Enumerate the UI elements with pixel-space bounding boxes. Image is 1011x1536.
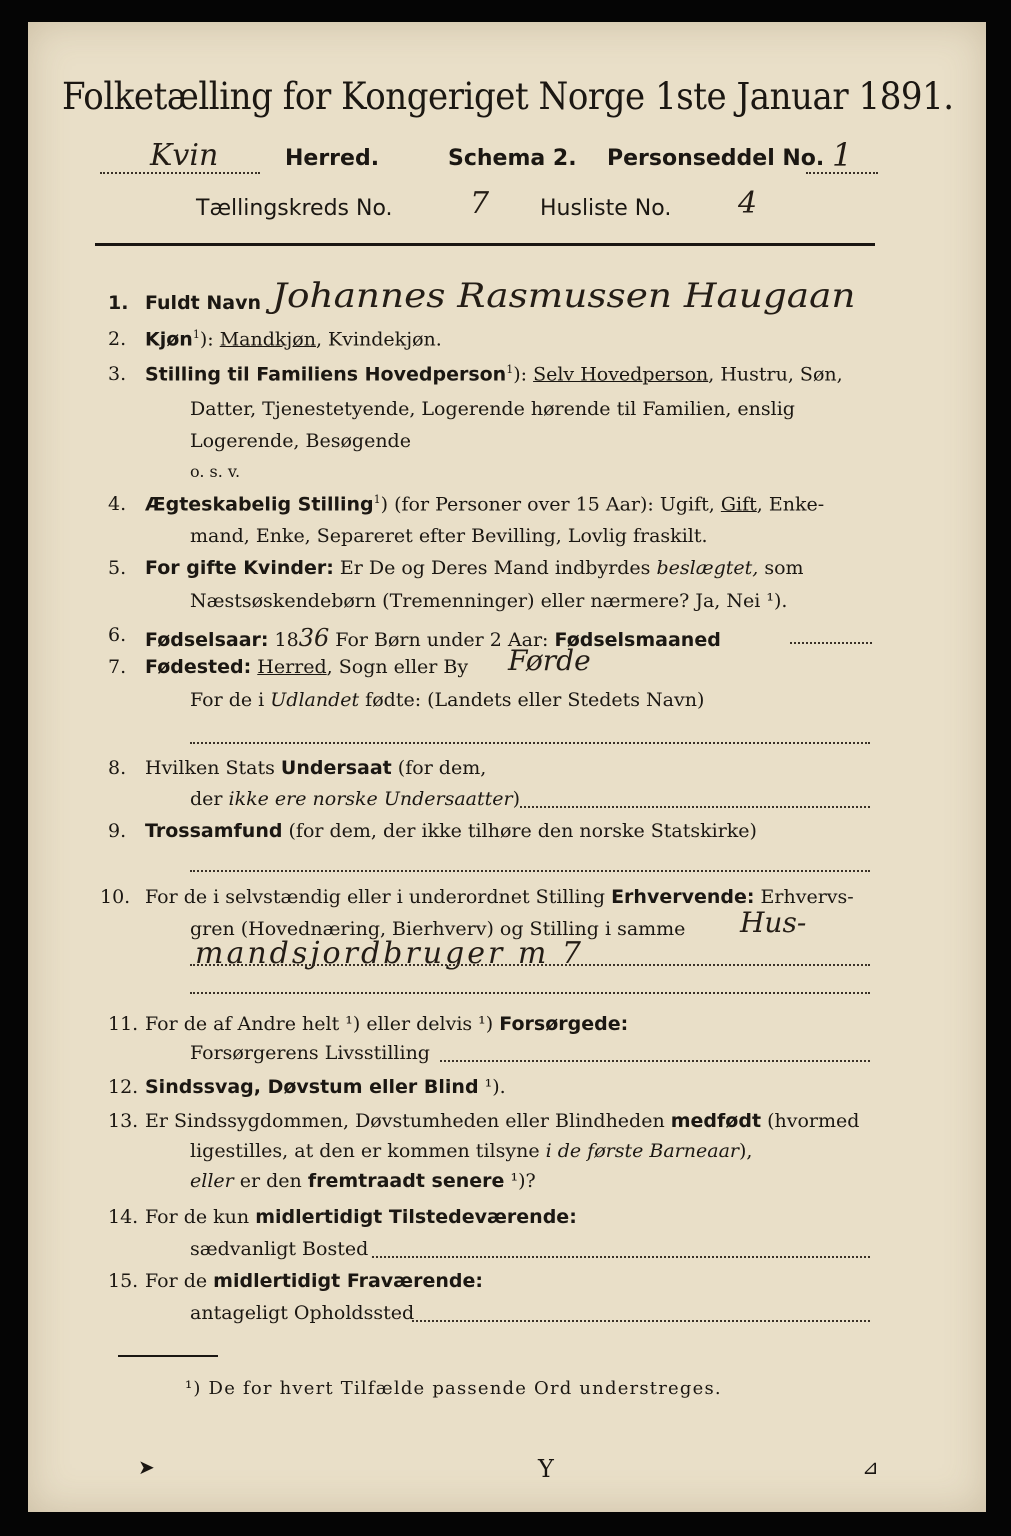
item-5-label: For gifte Kvinder: [145,557,334,579]
item-6-label2: Fødselsmaaned [554,629,721,651]
item-3-text-b: , Hustru, Søn, [708,363,843,386]
item-11-dots [440,1060,870,1062]
item-13-line3-bold: fremtraadt senere [307,1170,505,1192]
birth-year-value: 36 [298,624,330,652]
item-4-label: Ægteskabelig Stilling [145,493,374,516]
personseddel-label: Personseddel No. [607,146,825,171]
item-10-line [145,886,854,908]
item-14-label: midlertidigt Tilstedeværende: [255,1206,577,1228]
item-3-line4: o. s. v. [190,462,241,481]
item-6-text-a: 18 [268,629,299,651]
item-6-label: Fødselsaar: [145,629,269,651]
item-13-line3-a: er den [233,1170,308,1192]
item-2-line [145,328,442,350]
item-7-label: Fødested: [145,656,252,678]
herred-label: Herred. [285,146,380,171]
item-6-line [145,624,721,652]
item-8-line2 [190,788,520,810]
schema-label: Schema 2. [448,146,577,171]
item-3-text-a: ): [513,363,534,386]
header-rule [95,243,875,246]
item-2-text-a: ): [199,328,220,351]
item-11-number: 11. [108,1013,139,1035]
item-15-dots [412,1320,870,1322]
item-7-line2-italic: Udlandet [270,689,360,711]
item-8-label: Undersaat [280,757,392,779]
item-13-line2 [190,1140,752,1162]
item-5-text-a: Er De og Deres Mand indbyrdes [333,557,657,579]
item-7-line [145,656,468,678]
footnote: ¹) De for hvert Tilfælde passende Ord understreges. [185,1378,722,1399]
item-10-line2: gren (Hovednæring, Bierhverv) og Stilling i samme [190,918,686,940]
item-13-line2-a: ligestilles, at den er kommen tilsyne [190,1140,546,1162]
item-13-text-b: (hvormed [761,1110,860,1132]
item-8-line2-italic: ikke ere norske Undersaatter [228,788,513,810]
personseddel-dots [806,172,878,174]
item-9-text-b: (for dem, der ikke tilhøre den norske Statskirke) [282,820,757,842]
item-11-label: Forsørgede: [499,1013,629,1035]
item-7-line2-a: For de i [190,689,271,711]
item-3-line [145,363,843,385]
item-1-number: 1. [108,292,129,314]
item-5-italic: beslægtet, [656,557,759,579]
item-14-line [145,1206,577,1228]
item-15-label: midlertidigt Fraværende: [213,1270,483,1292]
item-4-underlined: Gift [720,493,757,516]
item-7-number: 7. [108,656,127,678]
item-13-line2-b: ), [739,1140,753,1162]
item-14-dots [372,1256,870,1258]
item-2-sup: 1 [192,328,200,341]
item-13-number: 13. [108,1110,139,1132]
item-14-line2: sædvanligt Bosted [190,1238,369,1260]
herred-value: Kvin [150,138,219,173]
item-13-line [145,1110,859,1132]
item-3-line3: Logerende, Besøgende [190,430,411,452]
item-15-line2: antageligt Opholdssted [190,1302,415,1324]
item-12-text-b: ¹). [478,1076,506,1098]
item-8-text-a: Hvilken Stats [145,757,281,779]
item-12-line [145,1076,506,1098]
item-4-text-a: ) (for Personer over 15 Aar): Ugift, [380,493,721,516]
occupation-value-2: mandsjordbruger m 7 [195,936,584,971]
item-5-text-b: som [758,557,804,579]
item-4-sup: 1 [373,493,381,506]
item-2-text-b: , Kvindekjøn. [315,328,442,351]
birth-month-dots [790,642,872,644]
item-10-line3-dots [190,964,870,966]
item-13-line3 [190,1170,536,1192]
item-11-text-a: For de af Andre helt ¹) eller delvis ¹) [145,1013,500,1035]
item-12-label: Sindssvag, Døvstum eller Blind [145,1076,479,1098]
item-8-line [145,757,486,779]
herred-dots [100,172,260,174]
item-2-label: Kjøn [145,328,193,351]
item-11-line2: Forsørgerens Livsstilling [190,1042,430,1064]
item-10-text-a: For de i selvstændig eller i underordnet Stilling [145,886,612,908]
item-10-line4-dots [190,992,870,994]
item-13-text-a: Er Sindssygdommen, Døvstumheden eller Blindheden [145,1110,671,1132]
husliste-label: Husliste No. [540,196,672,221]
item-3-sup: 1 [506,363,514,376]
item-12-number: 12. [108,1076,139,1098]
item-1-label: Fuldt Navn [145,292,262,314]
item-6-text-b: For Børn under 2 Aar: [329,629,555,651]
item-5-line [145,557,804,579]
kreds-label: Tællingskreds No. [196,196,393,221]
full-name-value: Johannes Rasmussen Haugaan [272,276,856,316]
husliste-value: 4 [738,186,758,221]
item-4-number: 4. [108,493,127,515]
item-15-text-a: For de [145,1270,214,1292]
item-10-text-b: Erhvervs- [754,886,854,908]
item-4-line [145,493,824,515]
item-13-line3-italic: eller [190,1170,234,1192]
item-8-dots [520,806,870,808]
registration-mark-center: Y [538,1455,554,1483]
item-3-line2: Datter, Tjenestetyende, Logerende hørende til Familien, enslig [190,398,795,420]
item-9-number: 9. [108,820,127,842]
footnote-rule [118,1355,218,1357]
registration-mark-right: ⊿ [862,1455,879,1479]
item-6-number: 6. [108,624,127,646]
item-7-line2-b: fødte: (Landets eller Stedets Navn) [359,689,705,711]
kreds-value: 7 [470,186,490,221]
occupation-value-1: Hus- [740,906,807,939]
birthplace-value: Førde [508,644,591,677]
registration-mark-left: ➤ [138,1455,155,1479]
item-3-underlined: Selv Hovedperson [533,363,709,386]
item-10-number: 10. [100,886,131,908]
item-8-line2-a: der [190,788,229,810]
item-14-text-a: For de kun [145,1206,256,1228]
item-13-line3-b: ¹)? [504,1170,536,1192]
item-3-label: Stilling til Familiens Hovedperson [145,363,507,386]
item-7-underlined: Herred [257,656,327,678]
item-2-underlined: Mandkjøn [219,328,316,351]
item-9-line [145,820,757,842]
item-8-text-b: (for dem, [391,757,487,779]
item-9-label: Trossamfund [145,820,283,842]
item-10-label: Erhvervende: [611,886,755,908]
item-5-number: 5. [108,557,127,579]
item-9-blank-line [190,870,870,872]
item-11-line [145,1013,628,1035]
item-13-label: medfødt [670,1110,762,1132]
item-8-number: 8. [108,757,127,779]
item-3-number: 3. [108,363,127,385]
item-7-text-b: , Sogn eller By [326,656,469,678]
form-title: Folketælling for Kongeriget Norge 1ste Januar 1891. [62,75,954,118]
item-7-line2 [190,689,704,711]
item-13-line2-italic: i de første Barneaar [545,1140,739,1162]
item-14-number: 14. [108,1206,139,1228]
item-15-number: 15. [108,1270,139,1292]
item-2-number: 2. [108,328,127,350]
item-15-line [145,1270,483,1292]
item-4-text-b: , Enke- [756,493,825,516]
personseddel-value: 1 [832,136,853,174]
item-5-line2: Næstsøskendebørn (Tremenninger) eller nærmere? Ja, Nei ¹). [190,590,788,612]
item-4-line2: mand, Enke, Separeret efter Bevilling, Lovlig fraskilt. [190,525,708,547]
item-7-blank-line [190,742,870,744]
item-8-line2-b: ) [512,788,520,810]
